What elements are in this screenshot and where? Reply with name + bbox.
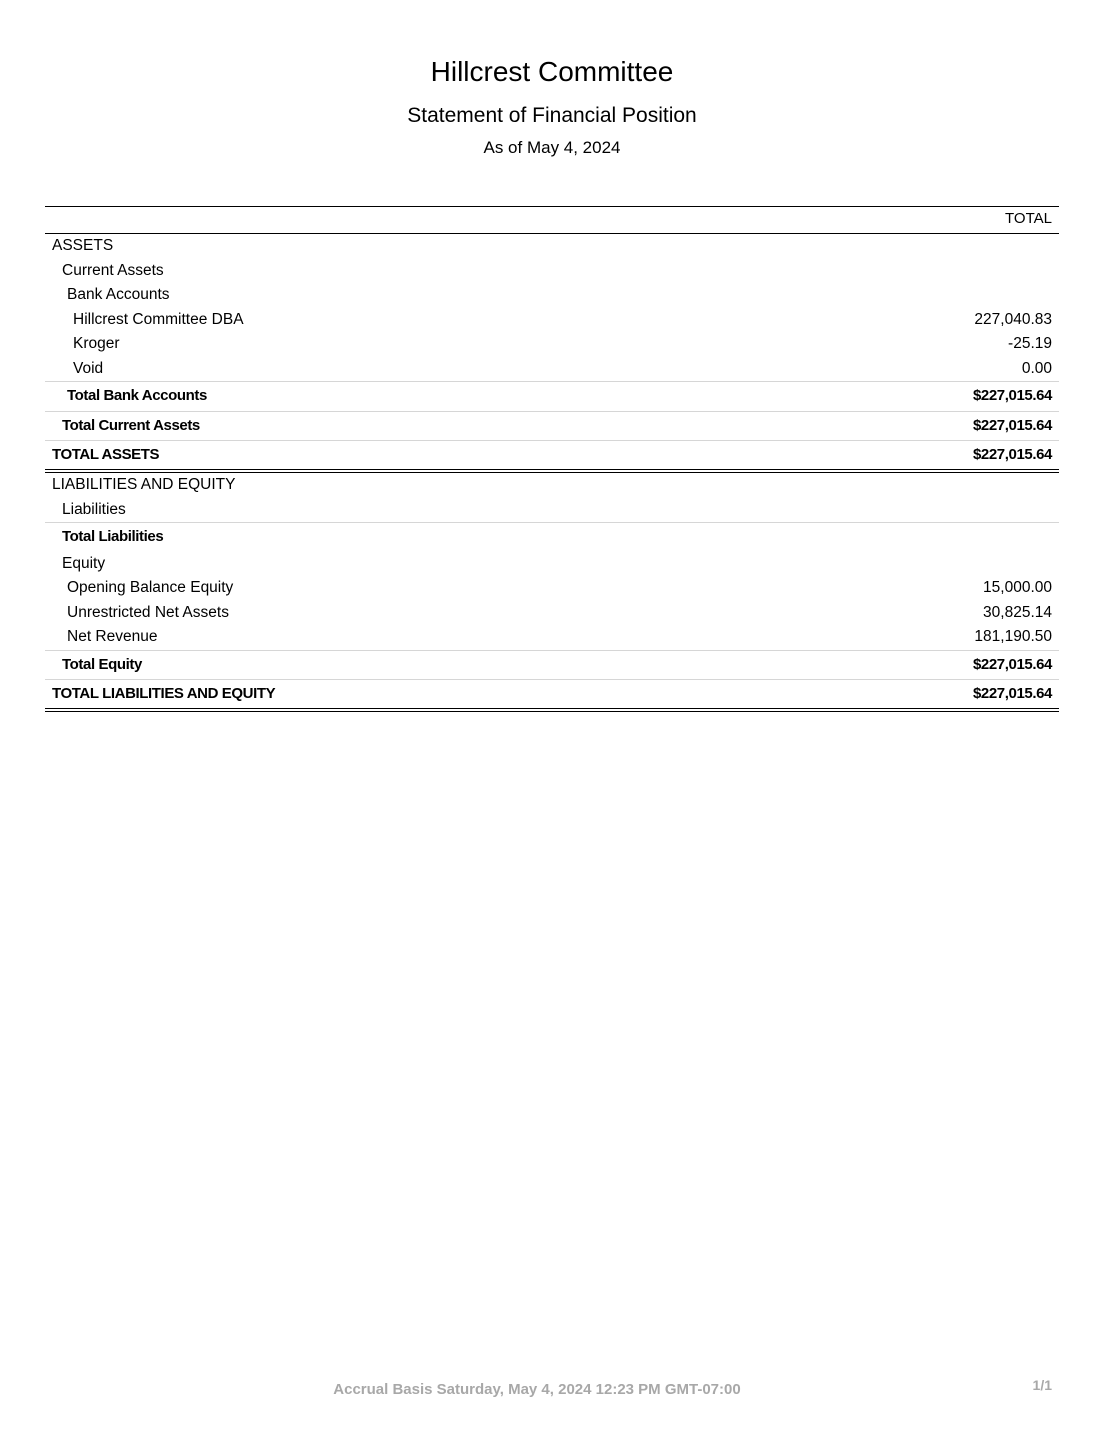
group-label: Current Assets bbox=[62, 261, 164, 279]
total-amount: $227,015.64 bbox=[972, 655, 1052, 673]
total-amount: $227,015.64 bbox=[972, 387, 1052, 404]
total-label: TOTAL LIABILITIES AND EQUITY bbox=[52, 685, 276, 702]
account-label: Net Revenue bbox=[67, 628, 158, 645]
total-row-bank-accounts bbox=[45, 381, 1059, 411]
total-amount: $227,015.64 bbox=[972, 416, 1052, 434]
account-row bbox=[45, 576, 1059, 601]
report-title: Statement of Financial Position bbox=[407, 104, 697, 127]
account-label: Unrestricted Net Assets bbox=[67, 603, 229, 621]
account-label: Hillcrest Committee DBA bbox=[73, 310, 244, 328]
group-row-bank-accounts bbox=[45, 283, 1059, 308]
account-amount: 0.00 bbox=[1021, 359, 1052, 377]
account-row bbox=[45, 601, 1059, 626]
group-row-liabilities bbox=[45, 498, 1059, 523]
page-number: 1/1 bbox=[1032, 1377, 1052, 1393]
account-amount: 15,000.00 bbox=[983, 579, 1052, 596]
account-amount: 30,825.14 bbox=[983, 603, 1052, 621]
section-label: LIABILITIES AND EQUITY bbox=[52, 476, 236, 493]
total-label: Total Equity bbox=[62, 655, 142, 673]
total-row-equity bbox=[45, 650, 1059, 680]
total-label: Total Liabilities bbox=[62, 528, 164, 545]
section-label: ASSETS bbox=[52, 237, 114, 254]
account-row bbox=[45, 357, 1059, 382]
section-row-assets bbox=[45, 234, 1059, 259]
account-row bbox=[45, 332, 1059, 357]
total-label: Total Bank Accounts bbox=[67, 387, 207, 404]
total-row-liabilities-equity bbox=[45, 679, 1059, 712]
total-amount: $227,015.64 bbox=[972, 685, 1052, 702]
report-footer: Accrual Basis Saturday, May 4, 2024 12:23 PM GMT-07:00 bbox=[333, 1381, 741, 1398]
total-row-assets bbox=[45, 440, 1059, 473]
account-label: Kroger bbox=[73, 335, 120, 352]
account-amount: -25.19 bbox=[1008, 335, 1052, 352]
total-row-current-assets bbox=[45, 411, 1059, 441]
account-amount: 181,190.50 bbox=[974, 628, 1052, 645]
total-amount: $227,015.64 bbox=[972, 446, 1052, 463]
financial-position-table bbox=[45, 206, 1059, 712]
group-row-current-assets bbox=[45, 259, 1059, 284]
column-header-row bbox=[45, 206, 1059, 234]
group-label: Bank Accounts bbox=[67, 286, 170, 303]
section-row-liabilities-equity bbox=[45, 473, 1059, 498]
account-label: Opening Balance Equity bbox=[67, 579, 234, 596]
report-date: As of May 4, 2024 bbox=[483, 138, 621, 157]
column-header-total: TOTAL bbox=[1005, 210, 1052, 227]
group-label: Liabilities bbox=[62, 500, 126, 518]
group-label: Equity bbox=[62, 554, 106, 572]
group-row-equity bbox=[45, 552, 1059, 577]
account-row bbox=[45, 308, 1059, 333]
account-amount: 227,040.83 bbox=[974, 310, 1052, 328]
total-label: Total Current Assets bbox=[62, 416, 200, 434]
company-name: Hillcrest Committee bbox=[430, 56, 674, 87]
total-label: TOTAL ASSETS bbox=[52, 446, 160, 463]
total-row-liabilities bbox=[45, 522, 1059, 552]
account-label: Void bbox=[73, 359, 104, 377]
account-row bbox=[45, 625, 1059, 650]
